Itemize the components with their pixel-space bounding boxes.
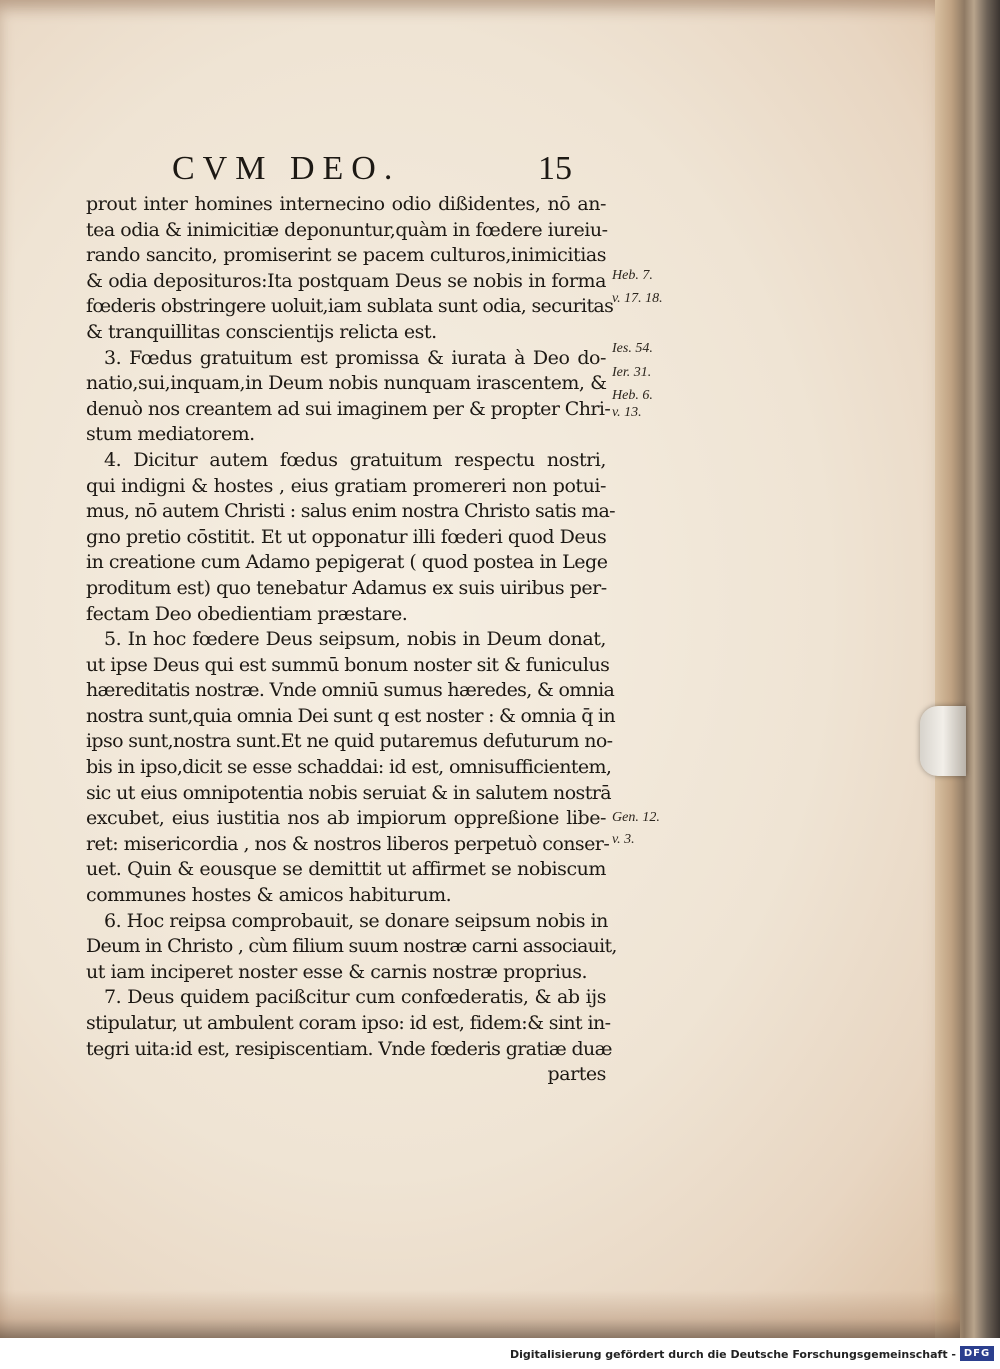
text-line: Deum in Christo , cùm filium suum nostræ carni associauit,: [86, 935, 617, 958]
text-line: uet. Quin & eousque se demittit ut affirmet se nobiscum: [86, 858, 606, 881]
text-line: tegri uita:id est, resipiscentiam. Vnde fœderis gratiæ duæ: [86, 1037, 612, 1060]
margin-note: Ies. 54.: [612, 341, 653, 356]
dfg-logo: DFG: [960, 1346, 994, 1361]
text-line: nostra sunt,quia omnia Dei sunt q est noster : & omnia q̄ in: [86, 704, 615, 727]
text-line: sic ut eius omnipotentia nobis seruiat & in salutem nostrā: [86, 781, 611, 804]
text-line: natio,sui,inquam,in Deum nobis nunquam irascentem, &: [86, 372, 607, 395]
margin-note: Ier. 31.: [612, 365, 652, 380]
margin-note: Gen. 12.: [612, 810, 660, 825]
text-lines: [86, 192, 617, 1088]
text-line: fectam Deo obedientiam præstare.: [86, 602, 408, 625]
margin-note: v. 17. 18.: [612, 291, 663, 306]
running-head-title: CVM DEO.: [172, 150, 401, 187]
text-line: 5. In hoc fœdere Deus seipsum, nobis in Deum donat,: [104, 628, 606, 651]
text-line: in creatione cum Adamo pepigerat ( quod postea in Lege: [86, 551, 608, 574]
text-line: stum mediatorem.: [86, 423, 255, 446]
text-line: rando sancito, promiserint se pacem culturos,inimicitias: [86, 244, 606, 267]
text-line: prout inter homines internecino odio dißidentes, nō an-: [86, 193, 606, 215]
text-line: & tranquillitas conscientijs relicta est.: [86, 320, 437, 343]
running-head: [172, 150, 572, 190]
text-line: hæreditatis nostræ. Vnde omniū sumus hæredes, & omnia: [86, 679, 615, 702]
text-line: bis in ipso,dicit se esse schaddai: id est, omnisufficientem,: [86, 756, 612, 779]
text-line: denuò nos creantem ad sui imaginem per & propter Chri-: [86, 397, 611, 420]
text-line: gno pretio cōstitit. Et ut opponatur illi fœderi quod Deus: [86, 525, 607, 548]
page-shadow: [0, 1290, 960, 1338]
text-line: proditum est) quo tenebatur Adamus ex suis uiribus per-: [86, 576, 607, 599]
margin-note: Heb. 7.: [612, 268, 653, 283]
text-line: ret: misericordia , nos & nostros liberos perpetuò conser-: [86, 832, 610, 855]
text-line: 7. Deus quidem pacißcitur cum confœderatis, & ab ijs: [104, 986, 606, 1009]
text-line: ut ipse Deus qui est summū bonum noster sit & funiculus: [86, 653, 610, 676]
text-line: 3. Fœdus gratuitum est promissa & iurata à Deo do-: [104, 346, 606, 369]
margin-note: Heb. 6.: [612, 388, 653, 403]
text-line: ut iam inciperet noster esse & carnis nostræ proprius.: [86, 960, 588, 983]
margin-note: v. 3.: [612, 832, 635, 847]
text-line: stipulatur, ut ambulent coram ipso: id est, fidem:& sint in-: [86, 1012, 611, 1034]
book-edge: [935, 0, 1000, 1338]
text-line: ipso sunt,nostra sunt.Et ne quid putaremus defuturum no-: [86, 730, 613, 753]
text-line: partes: [547, 1063, 606, 1086]
page-number: 15: [538, 150, 572, 187]
page-clip: [920, 706, 966, 776]
text-line: communes hostes & amicos habiturum.: [86, 884, 452, 907]
text-line: & odia deposituros:Ita postquam Deus se nobis in forma: [86, 269, 606, 292]
funding-credit: Digitalisierung gefördert durch die Deutsche Forschungsgemeinschaft -: [509, 1348, 956, 1361]
text-line: fœderis obstringere uoluit,iam sublata sunt odia, securitas: [86, 295, 614, 318]
text-line: excubet, eius iustitia nos ab impiorum oppreßione libe-: [86, 807, 606, 830]
margin-note: v. 13.: [612, 405, 642, 420]
text-line: 6. Hoc reipsa comprobauit, se donare seipsum nobis in: [104, 909, 608, 932]
text-line: tea odia & inimicitiæ deponuntur,quàm in fœdere iureiu-: [86, 218, 608, 241]
text-line: qui indigni & hostes , eius gratiam promereri non potui-: [86, 474, 606, 497]
text-line: mus, nō autem Christi : salus enim nostra Christo satis ma-: [86, 500, 615, 523]
text-line: 4. Dicitur autem fœdus gratuitum respectu nostri,: [104, 448, 606, 471]
